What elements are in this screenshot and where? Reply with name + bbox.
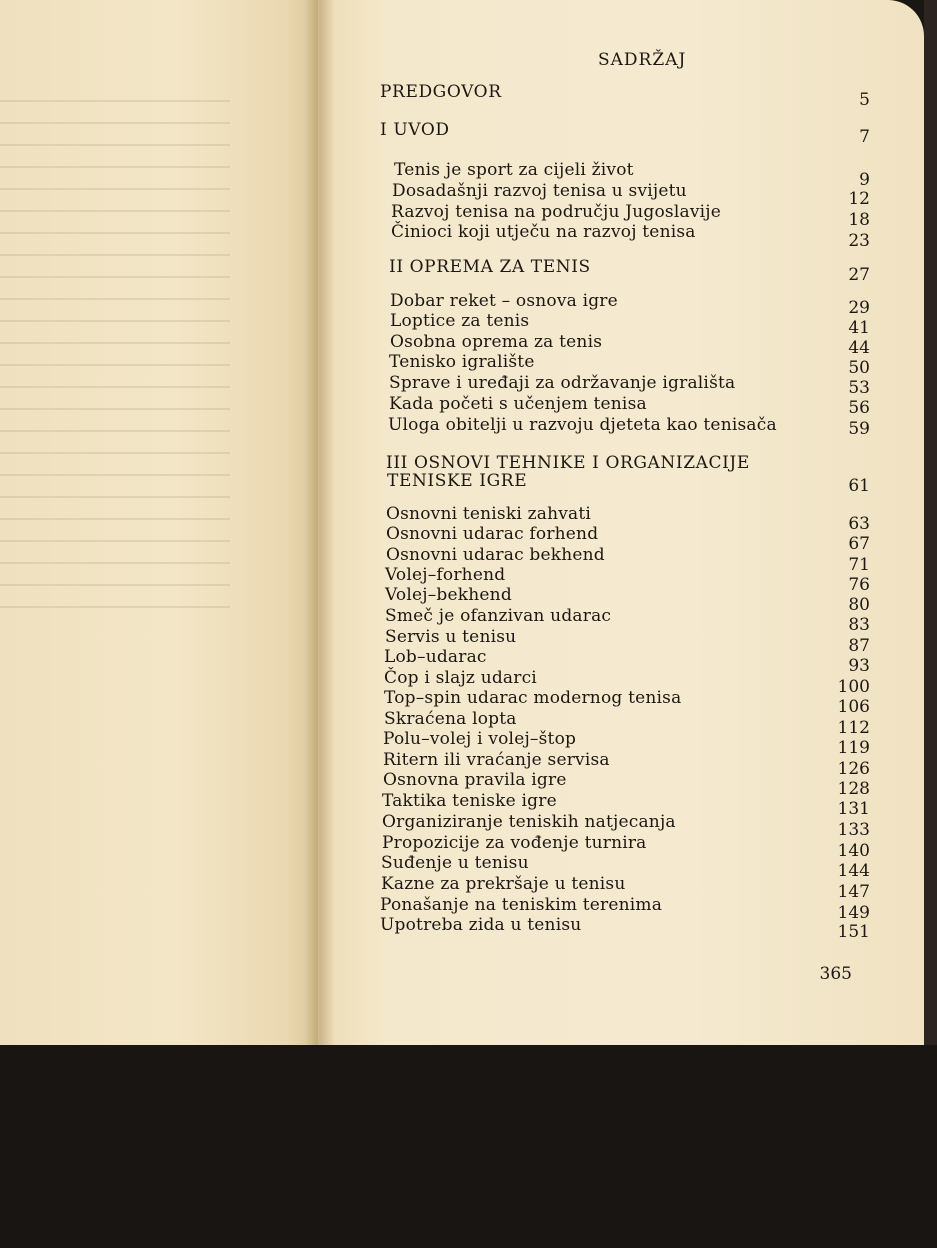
toc-entry <box>380 82 880 110</box>
toc-entry <box>380 120 880 147</box>
entry-title: Osnovni teniski zahvati <box>386 504 592 524</box>
entry-title: Tenisko igralište <box>389 352 535 372</box>
entry-page: 44 <box>848 338 870 358</box>
entry-page: 76 <box>848 575 870 595</box>
toc-entry <box>380 668 880 697</box>
entry-title: I UVOD <box>380 120 450 140</box>
toc-entry <box>380 524 880 554</box>
left-page <box>0 0 318 1045</box>
entry-page: 87 <box>848 636 870 656</box>
toc-entry <box>380 352 880 378</box>
toc-entry <box>380 770 880 799</box>
entry-page: 133 <box>837 820 870 840</box>
entry-title: Sprave i uređaji za održavanje igrališta <box>389 373 736 393</box>
entry-page: 53 <box>848 378 870 398</box>
toc-entry <box>380 257 880 285</box>
entry-title: Upotreba zida u tenisu <box>380 915 582 935</box>
toc-entry <box>380 688 880 717</box>
entry-title: Taktika teniske igre <box>382 791 557 811</box>
entry-title: Osnovni udarac forhend <box>386 524 599 544</box>
toc-entry <box>380 160 880 190</box>
entry-title: Organiziranje teniskih natjecanja <box>382 812 676 832</box>
entry-page: 80 <box>848 595 870 615</box>
entry-title: PREDGOVOR <box>380 82 502 102</box>
toc-entry <box>380 709 880 738</box>
entry-title: Činioci koji utječu na razvoj tenisa <box>391 222 696 242</box>
toc-entry <box>380 471 880 496</box>
entry-title: Razvoj tenisa na području Jugoslavije <box>391 202 721 222</box>
entry-title: Top–spin udarac modernog tenisa <box>384 688 682 708</box>
entry-page: 12 <box>848 189 870 209</box>
entry-page: 5 <box>859 90 870 110</box>
toc-entry <box>380 291 880 318</box>
background-dark <box>0 1045 937 1248</box>
entry-page: 63 <box>848 514 870 534</box>
entry-page: 106 <box>837 697 870 717</box>
entry-page: 67 <box>848 534 870 554</box>
entry-page: 23 <box>848 231 870 251</box>
toc-entry <box>380 812 880 840</box>
page-edge <box>924 0 937 1050</box>
toc-entry <box>380 750 880 779</box>
entry-page: 59 <box>848 419 870 439</box>
toc-entry <box>380 332 880 358</box>
entry-title: Ponašanje na teniskim terenima <box>380 895 663 915</box>
entry-title: Osnovni udarac bekhend <box>386 545 605 565</box>
toc-entry <box>380 415 880 437</box>
entry-title: Suđenje u tenisu <box>381 853 529 873</box>
entry-page: 9 <box>859 170 870 190</box>
entry-page: 128 <box>837 779 870 799</box>
toc-entry <box>380 222 880 251</box>
entry-page: 149 <box>837 903 870 923</box>
entry-title: Smeč je ofanzivan udarac <box>385 606 612 626</box>
toc-entry <box>380 181 880 209</box>
entry-title: Osobna oprema za tenis <box>390 332 603 352</box>
entry-page: 18 <box>848 210 870 230</box>
entry-title: Propozicije za vođenje turnira <box>382 833 647 853</box>
toc-entry <box>380 627 880 656</box>
entry-page: 112 <box>837 718 870 738</box>
toc-entry <box>380 853 880 881</box>
entry-page: 7 <box>859 127 870 147</box>
entry-page: 50 <box>848 358 870 378</box>
entry-title: Uloga obitelji u razvoju djeteta kao tenisača <box>388 415 777 435</box>
entry-page: 93 <box>848 656 870 676</box>
entry-title: Čop i slajz udarci <box>384 668 537 688</box>
entry-title: Dosadašnji razvoj tenisa u svijetu <box>392 181 687 201</box>
show-through-text <box>0 100 230 620</box>
toc-entry <box>380 647 880 676</box>
entry-page: 144 <box>837 861 870 881</box>
entry-page: 131 <box>837 799 870 819</box>
entry-page: 41 <box>848 318 870 338</box>
entry-page: 100 <box>837 677 870 697</box>
entry-title: Ritern ili vraćanje servisa <box>383 750 610 770</box>
entry-title: II OPREMA ZA TENIS <box>389 257 591 277</box>
entry-title: Osnovna pravila igre <box>383 770 567 790</box>
entry-title: III OSNOVI TEHNIKE I ORGANIZACIJE <box>386 453 750 473</box>
entry-title: Loptice za tenis <box>390 311 530 331</box>
entry-page: 119 <box>837 738 870 758</box>
toc-entry <box>380 791 880 819</box>
toc-entry <box>380 915 880 942</box>
entry-title: Volej–forhend <box>385 565 506 585</box>
entry-title: Servis u tenisu <box>385 627 517 647</box>
entry-title: Skraćena lopta <box>384 709 517 729</box>
entry-title: Kazne za prekršaje u tenisu <box>381 874 626 894</box>
toc-entry <box>380 895 880 923</box>
toc-entry <box>380 394 880 416</box>
table-of-contents <box>380 40 880 1000</box>
toc-entry <box>380 311 880 338</box>
entry-title: Kada početi s učenjem tenisa <box>389 394 647 414</box>
entry-page: 140 <box>837 841 870 861</box>
toc-heading: SADRŽAJ <box>598 50 687 70</box>
entry-page: 71 <box>848 555 870 575</box>
entry-page: 27 <box>848 265 870 285</box>
entry-title: Lob–udarac <box>384 647 487 667</box>
toc-entry <box>380 874 880 902</box>
entry-page: 126 <box>837 759 870 779</box>
toc-entry <box>380 729 880 758</box>
toc-entry <box>380 585 880 615</box>
entry-page: 56 <box>848 398 870 418</box>
book-gutter <box>305 0 335 1045</box>
toc-entry <box>380 202 880 230</box>
entry-page: 83 <box>848 615 870 635</box>
entry-title: Dobar reket – osnova igre <box>390 291 618 311</box>
entry-page: 29 <box>848 298 870 318</box>
toc-entry <box>380 833 880 861</box>
page-number: 365 <box>819 964 852 984</box>
entry-page: 147 <box>837 882 870 902</box>
entry-page: 61 <box>848 476 870 496</box>
entry-title: Volej–bekhend <box>385 585 512 605</box>
entry-title: TENISKE IGRE <box>387 471 528 491</box>
toc-entry <box>380 373 880 398</box>
entry-title: Tenis je sport za cijeli život <box>394 160 634 180</box>
entry-page: 151 <box>837 922 870 942</box>
toc-entry <box>380 606 880 635</box>
entry-title: Polu–volej i volej–štop <box>383 729 577 749</box>
